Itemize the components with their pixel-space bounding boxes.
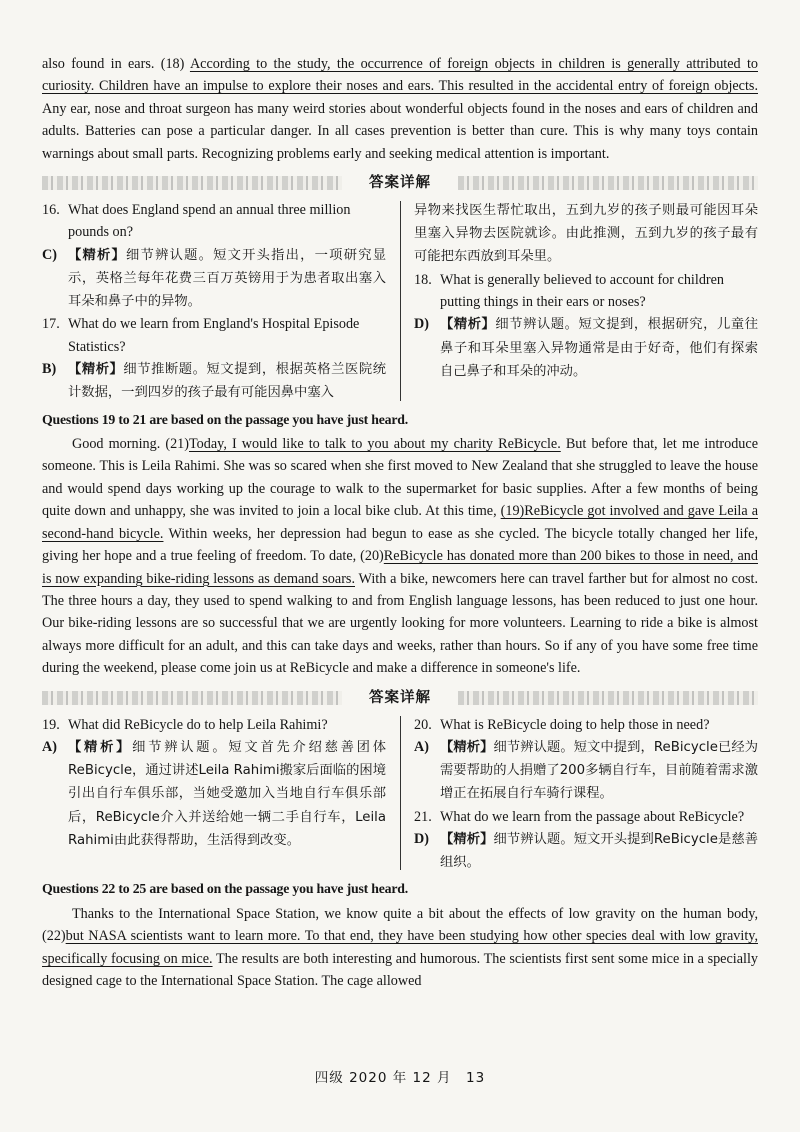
divider-label: 答案详解 xyxy=(361,169,439,197)
answer-17-continued: 异物来找医生帮忙取出，五到九岁的孩子则最可能因耳朵里塞入异物去医院就诊。由此推测，五到九岁的孩子最有可能把东西放到耳朵里。 xyxy=(414,203,758,265)
answer-17: B) 【精析】细节推断题。短文提到，根据英格兰医院统计数据，一到四岁的孩子最有可能因鼻中塞入 xyxy=(42,361,387,401)
answer-16: C) 【精析】细节辨认题。短文开头指出，一项研究显示，英格兰每年花费三百万英镑用于为患者取出塞入耳朵和鼻子中的异物。 xyxy=(42,246,387,310)
column-separator xyxy=(400,716,401,871)
question-16: 16. What does England spend an annual three million pounds on? xyxy=(42,202,351,241)
question-20: 20. What is ReBicycle doing to help those in need? xyxy=(414,716,710,733)
question-19: 19. What did ReBicycle do to help Leila Rahimi? xyxy=(42,716,328,733)
question-21: 21. What do we learn from the passage about ReBicycle? xyxy=(414,808,745,825)
answer-19: A) 【精析】细节辨认题。短文首先介绍慈善团体ReBicycle，通过讲述Leila Rahimi搬家后面临的困境引出自行车俱乐部，当她受邀加入当地自行车俱乐部后，ReBicycle介入并送给她一辆二手自行车，Leila Rahimi由此获得帮助，生活得到改变。 xyxy=(42,738,387,848)
page-footer: 四级 2020 年 12 月 13 xyxy=(314,1070,486,1086)
divider-label: 答案详解 xyxy=(361,684,439,712)
answer-20: A) 【精析】细节辨认题。短文中提到，ReBicycle已经为需要帮助的人捐赠了200多辆自行车，目前随着需求激增正在拓展自行车骑行课程。 xyxy=(414,738,759,802)
column-separator xyxy=(400,201,401,401)
page xyxy=(42,53,758,992)
answer-21: D) 【精析】细节辨认题。短文开头提到ReBicycle是慈善组织。 xyxy=(414,830,759,871)
underlined-answer-18: According to the study, the occurrence of foreign objects in children is generally attributed to curiosity. Children have an impulse to explore their noses and ears. This resulted in the accidental entry of foreign objects. xyxy=(42,56,758,95)
passage-18-paragraph: also found in ears. (18) According to the study, the occurrence of foreign objects in children is generally attributed to curiosity. Children have an impulse to explore their noses and ears. This resulted in the accidental entry of foreign objects. Any ear, nose and throat surgeon has many weird stories about wonderful objects found in the noses and ears of children and adults. Batteries can pose a particular danger. In all cases prevention is better than cure. This is why many toys contain warnings about small parts. Recognizing problems early and seeking medical attention is important. xyxy=(42,56,758,162)
question-17: 17. What do we learn from England's Hospital Episode Statistics? xyxy=(42,316,360,355)
answer-18: D) 【精析】细节辨认题。短文提到，根据研究，儿童往鼻子和耳朵里塞入异物通常是由于好奇，他们有探索自己鼻子和耳朵的冲动。 xyxy=(414,316,759,379)
answer-divider-2 xyxy=(42,684,758,712)
underlined-answer-20: ReBicycle has donated more than 200 bikes to those in need, and is now expanding bike-riding lessons as demand soars. xyxy=(42,548,758,587)
underlined-answer-19: (19)ReBicycle got involved and gave Leila a second-hand bicycle. xyxy=(42,503,758,542)
passage-19-21: Good morning. (21)Today, I would like to talk to you about my charity ReBicycle. But before that, let me introduce someone. This is Leila Rahimi. She was so scared when she first moved to New Zealand that she struggled to leave the house and would spend days working up the courage to walk to the supermarket for basic supplies. After a few months of being quite down and unhappy, she was invited to join a local bike club. At this time, (19)ReBicycle got involved and gave Leila a second-hand bicycle. Within weeks, her depression had begun to ease as she cycled. The bicycle totally changed her life, giving her hope and a true feeling of freedom. To date, (20)ReBicycle has donated more than 200 bikes to those in need, and is now expanding bike-riding lessons as demand soars. With a bike, newcomers here can travel farther but for almost no cost. The three hours a day, they used to spend walking to and from English language lessons, has been reduced to just one hour. Our bike-riding lessons are so successful that we are urgently looking for more volunteers. Learning to ride a bike is almost always more difficult for an adult, and this can take days and weeks, rather than hours. So if any of you have some free time during the weekend, please come join us at ReBicycle and make a difference in someone's life. xyxy=(42,436,758,677)
answers-16-18 xyxy=(42,199,758,405)
answers-19-21 xyxy=(42,714,758,875)
section-heading-19-21: Questions 19 to 21 are based on the passage you have just heard. xyxy=(42,411,409,427)
underlined-answer-21: Today, I would like to talk to you about my charity ReBicycle. xyxy=(189,436,561,453)
underlined-answer-22: but NASA scientists want to learn more. To that end, they have been studying how other species deal with low gravity, specifically focusing on mice. xyxy=(42,928,758,967)
question-18: 18. What is generally believed to account for children putting things in their ears or noses? xyxy=(414,271,725,311)
passage-22-25: Thanks to the International Space Station, we know quite a bit about the effects of low gravity on the human body, (22)but NASA scientists want to learn more. To that end, they have been studying how other species deal with low gravity, specifically focusing on mice. The results are both interesting and humorous. The scientists first sent some mice in a specially designed cage to the International Space Station. The cage allowed xyxy=(42,905,758,989)
answer-divider xyxy=(42,169,758,197)
section-heading-22-25: Questions 22 to 25 are based on the passage you have just heard. xyxy=(42,881,409,897)
